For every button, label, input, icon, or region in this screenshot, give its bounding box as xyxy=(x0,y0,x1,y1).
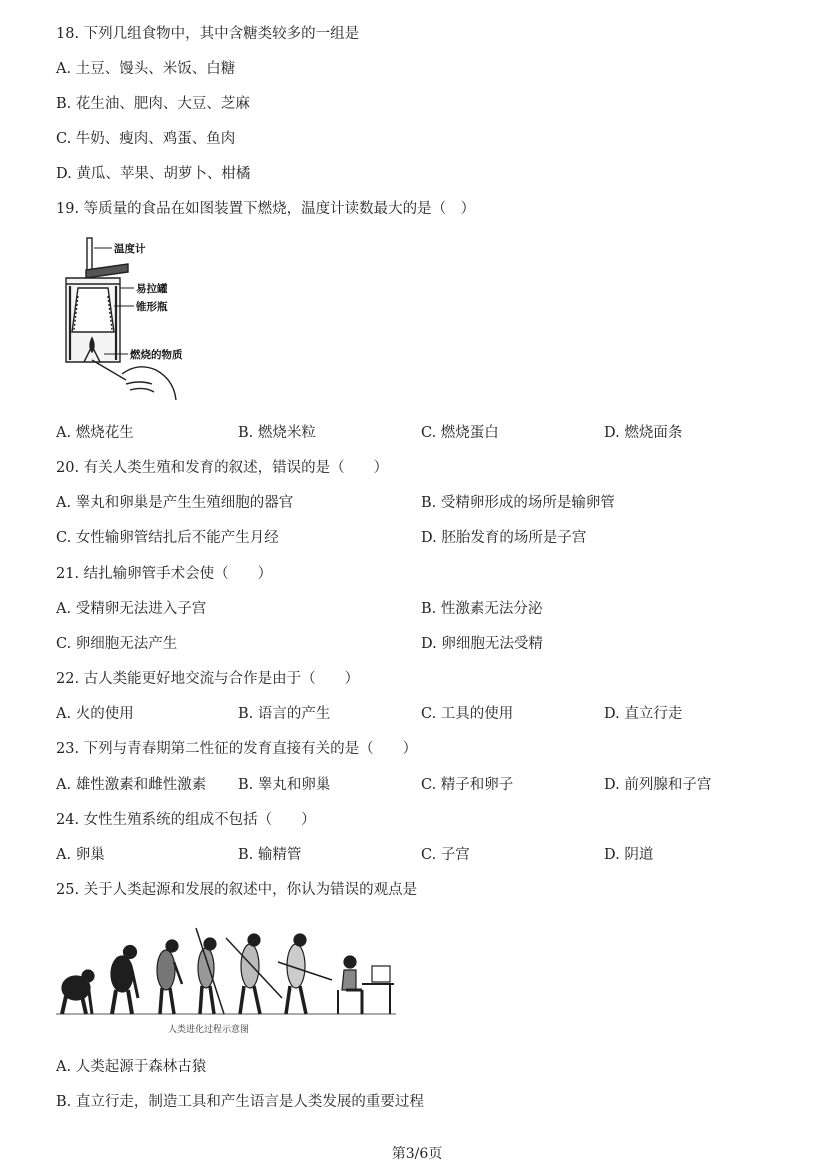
question-18-option-c: C. 牛奶、瘦肉、鸡蛋、鱼肉 xyxy=(56,131,236,147)
question-22-option-a: A. 火的使用 xyxy=(56,706,134,722)
question-24-option-d: D. 阴道 xyxy=(604,847,654,863)
flask-label: 锥形瓶 xyxy=(136,301,168,313)
question-18-option-a: A. 土豆、馒头、米饭、白糖 xyxy=(56,61,236,77)
question-19-option-c: C. 燃烧蛋白 xyxy=(421,425,499,441)
can-label: 易拉罐 xyxy=(136,283,168,295)
question-24-option-b: B. 输精管 xyxy=(238,847,302,863)
evolution-figure-caption: 人类进化过程示意图 xyxy=(168,1025,250,1035)
question-20-option-d: D. 胚胎发育的场所是子宫 xyxy=(421,530,587,546)
combustion-apparatus-figure xyxy=(56,234,206,406)
question-18-stem: 18. 下列几组食物中，其中含糖类较多的一组是 xyxy=(56,26,360,42)
question-21-stem: 21. 结扎输卵管手术会使（ ） xyxy=(56,566,273,582)
question-19-stem: 19. 等质量的食品在如图装置下燃烧，温度计读数最大的是（ ） xyxy=(56,201,476,217)
question-22-option-b: B. 语言的产生 xyxy=(238,706,331,722)
question-23-option-b: B. 睾丸和卵巢 xyxy=(238,777,331,793)
question-25-option-a: A. 人类起源于森林古猿 xyxy=(56,1059,207,1075)
page-number: 第3/6页 xyxy=(391,1146,443,1162)
question-21-option-d: D. 卵细胞无法受精 xyxy=(421,636,543,652)
question-19-option-b: B. 燃烧米粒 xyxy=(238,425,316,441)
question-21-option-b: B. 性激素无法分泌 xyxy=(421,601,543,617)
question-18-option-d: D. 黄瓜、苹果、胡萝卜、柑橘 xyxy=(56,166,251,182)
question-25-option-b: B. 直立行走，制造工具和产生语言是人类发展的重要过程 xyxy=(56,1094,424,1110)
question-23-stem: 23. 下列与青春期第二性征的发育直接有关的是（ ） xyxy=(56,741,418,757)
question-20-option-c: C. 女性输卵管结扎后不能产生月经 xyxy=(56,530,279,546)
question-24-option-a: A. 卵巢 xyxy=(56,847,105,863)
question-19-option-a: A. 燃烧花生 xyxy=(56,425,134,441)
thermometer-label: 温度计 xyxy=(114,243,146,255)
question-23-option-a: A. 雄性激素和雌性激素 xyxy=(56,777,207,793)
question-25-stem: 25. 关于人类起源和发展的叙述中，你认为错误的观点是 xyxy=(56,882,418,898)
question-22-option-c: C. 工具的使用 xyxy=(421,706,514,722)
question-19-option-d: D. 燃烧面条 xyxy=(604,425,683,441)
question-22-stem: 22. 古人类能更好地交流与合作是由于（ ） xyxy=(56,671,360,687)
human-evolution-figure xyxy=(56,918,398,1042)
question-20-stem: 20. 有关人类生殖和发育的叙述，错误的是（ ） xyxy=(56,460,389,476)
question-23-option-c: C. 精子和卵子 xyxy=(421,777,514,793)
burning-substance-label: 燃烧的物质 xyxy=(130,349,183,361)
question-20-option-b: B. 受精卵形成的场所是输卵管 xyxy=(421,495,615,511)
question-23-option-d: D. 前列腺和子宫 xyxy=(604,777,712,793)
question-21-option-c: C. 卵细胞无法产生 xyxy=(56,636,178,652)
question-21-option-a: A. 受精卵无法进入子宫 xyxy=(56,601,207,617)
question-24-option-c: C. 子宫 xyxy=(421,847,470,863)
question-20-option-a: A. 睾丸和卵巢是产生生殖细胞的器官 xyxy=(56,495,294,511)
question-24-stem: 24. 女性生殖系统的组成不包括（ ） xyxy=(56,812,316,828)
question-22-option-d: D. 直立行走 xyxy=(604,706,683,722)
question-18-option-b: B. 花生油、肥肉、大豆、芝麻 xyxy=(56,96,250,112)
